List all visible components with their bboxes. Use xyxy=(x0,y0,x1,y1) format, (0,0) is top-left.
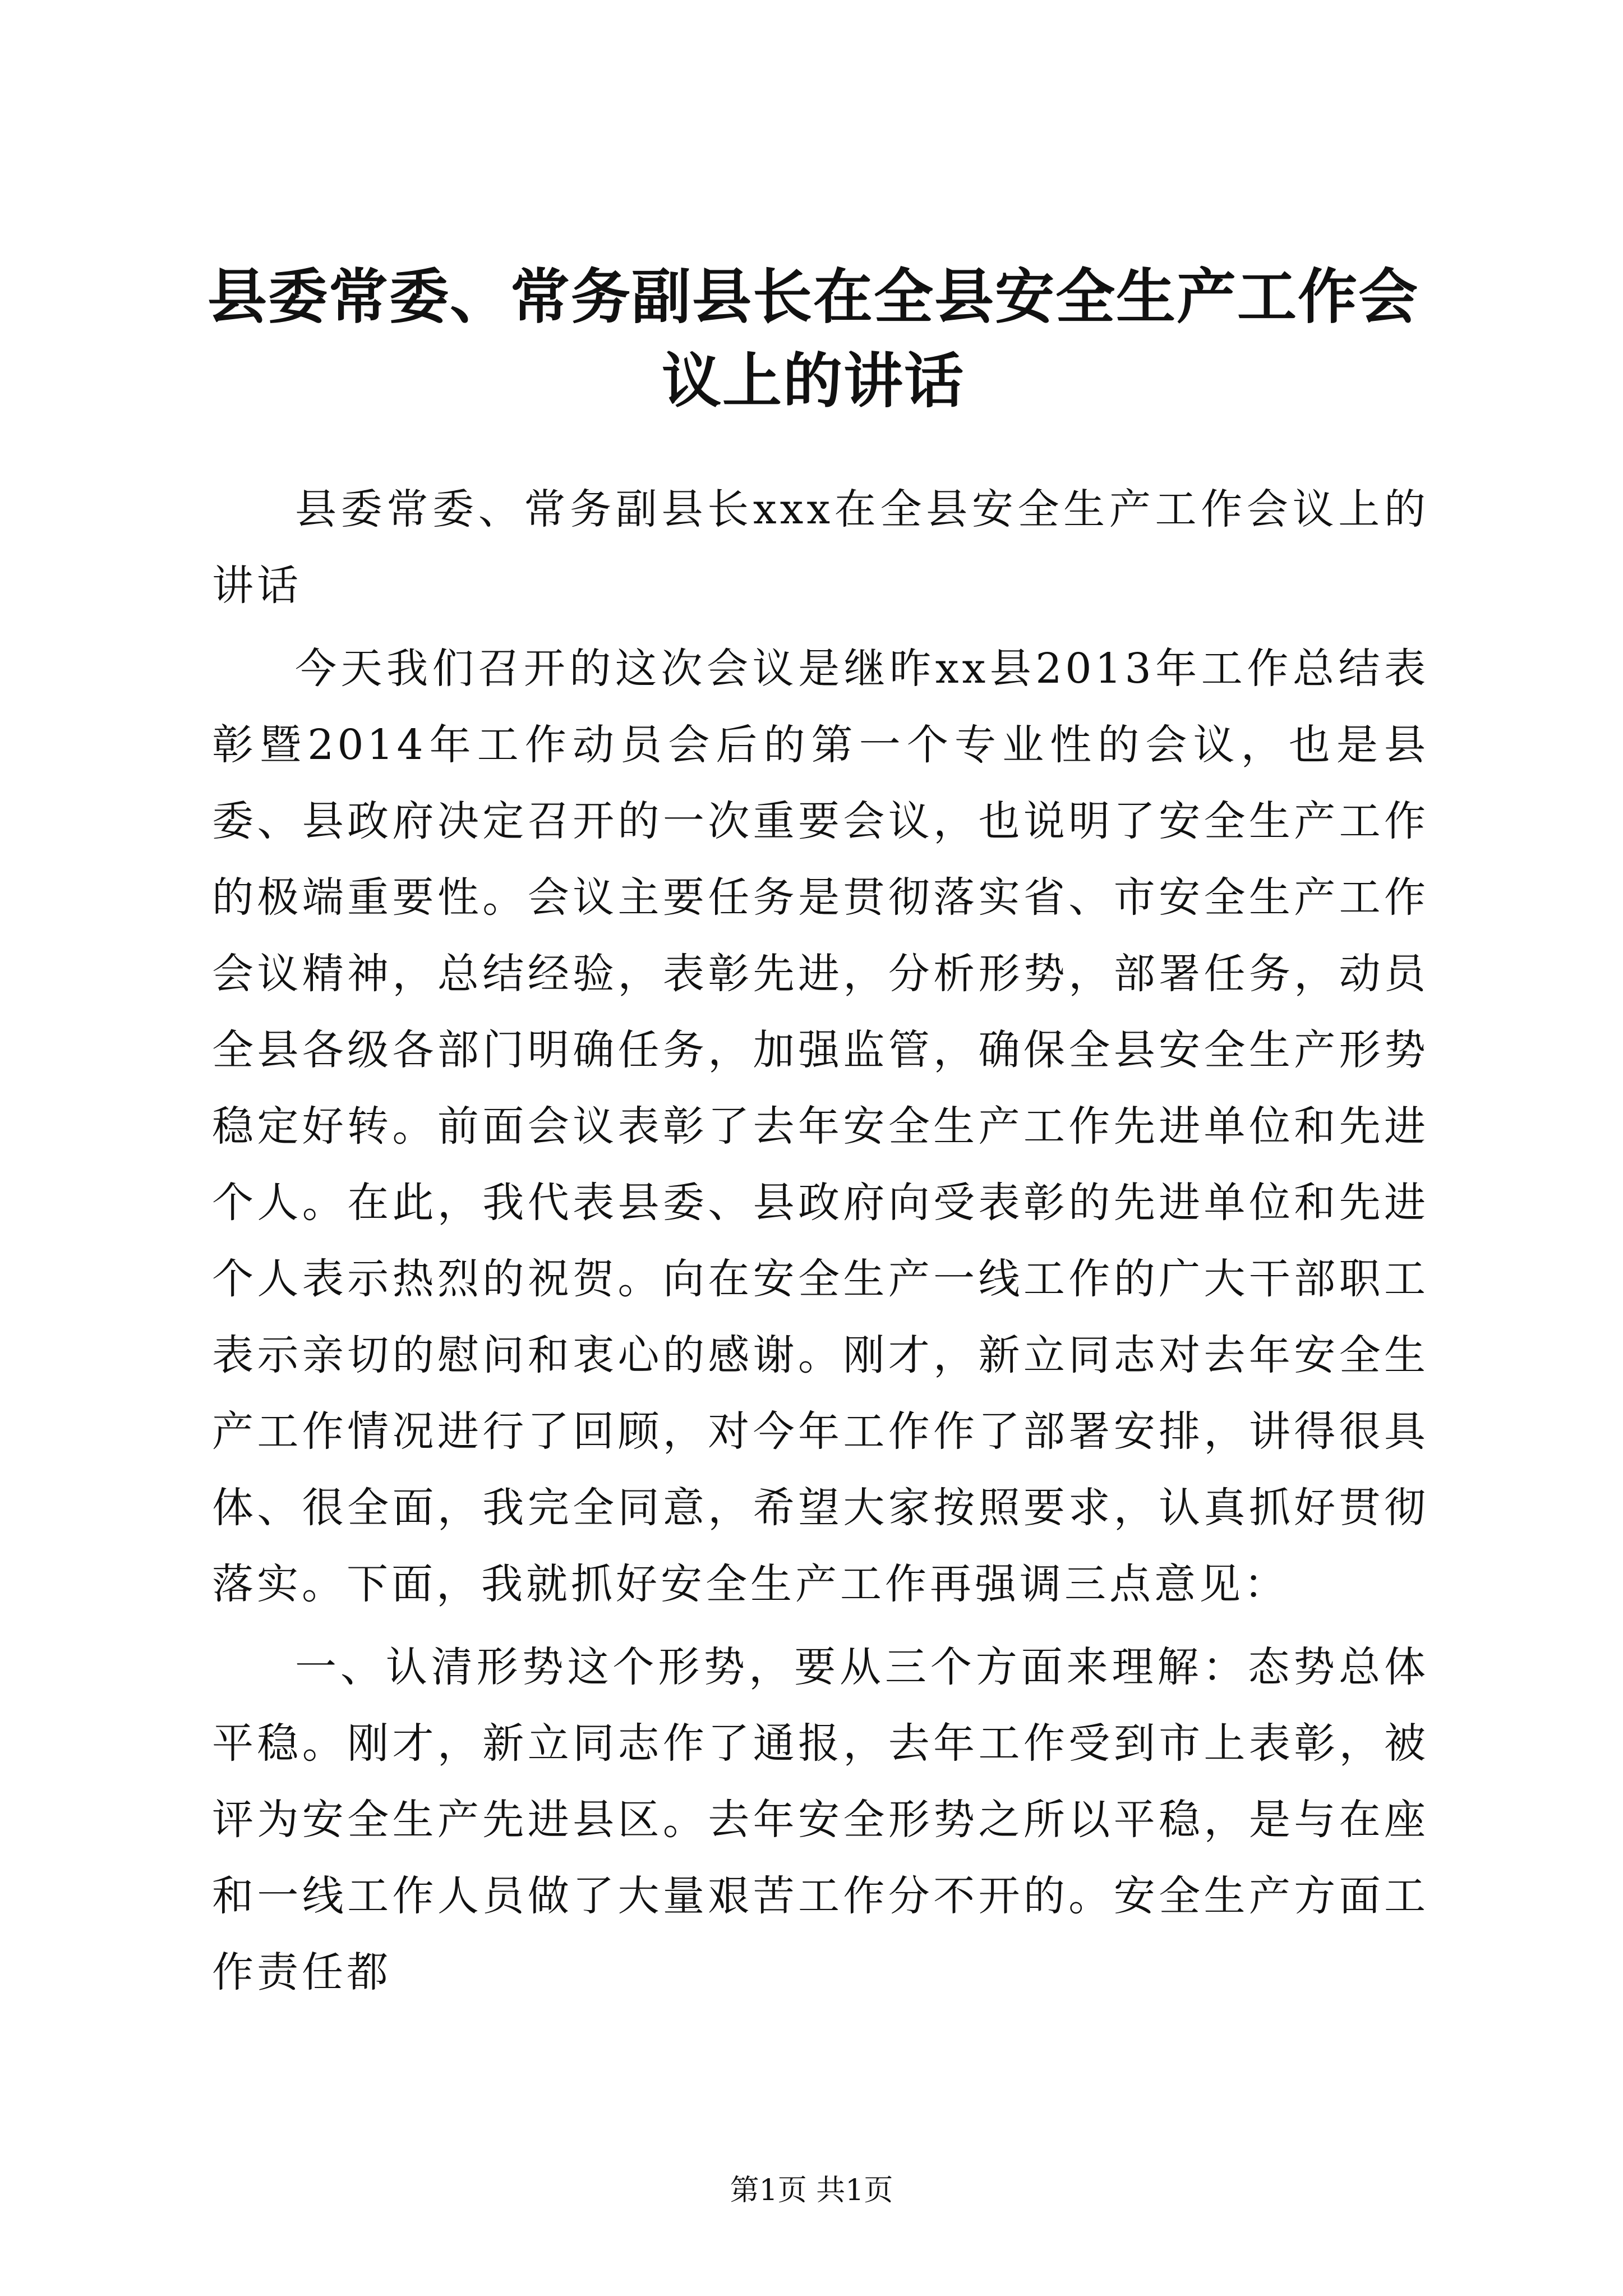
paragraph-section-one: 一、认清形势这个形势，要从三个方面来理解：态势总体平稳。刚才，新立同志作了通报，去年工作受到市上表彰，被评为安全生产先进县区。去年安全形势之所以平稳，是与在座和一线工作人员做了大量艰苦工作分不开的。安全生产方面工作责任都 xyxy=(212,1643,1429,1996)
paragraph-subtitle: 县委常委、常务副县长xxx在全县安全生产工作会议上的讲话 xyxy=(212,485,1429,610)
page-footer: 第1页 共1页 xyxy=(730,2174,893,2207)
paragraph-opening: 今天我们召开的这次会议是继昨xx县2013年工作总结表彰暨2014年工作动员会后的第一个专业性的会议，也是县委、县政府决定召开的一次重要会议，也说明了安全生产工作的极端重要性。会议主要任务是贯彻落实省、市安全生产工作会议精神，总结经验，表彰先进，分析形势，部署任务，动员全县各级各部门明确任务，加强监管，确保全县安全生产形势稳定好转。前面会议表彰了去年安全生产工作先进单位和先进个人。在此，我代表县委、县政府向受表彰的先进单位和先进个人表示热烈的祝贺。向在安全生产一线工作的广大干部职工表示亲切的慰问和衷心的感谢。刚才，新立同志对去年安全生产工作情况进行了回顾，对今年工作作了部署安排，讲得很具体、很全面，我完全同意，希望大家按照要求，认真抓好贯彻落实。下面，我就抓好安全生产工作再强调三点意见： xyxy=(212,645,1429,1608)
document-title: 县委常委、常务副县长在全县安全生产工作会议上的讲话 xyxy=(208,263,1419,416)
document-body xyxy=(212,471,1429,2017)
